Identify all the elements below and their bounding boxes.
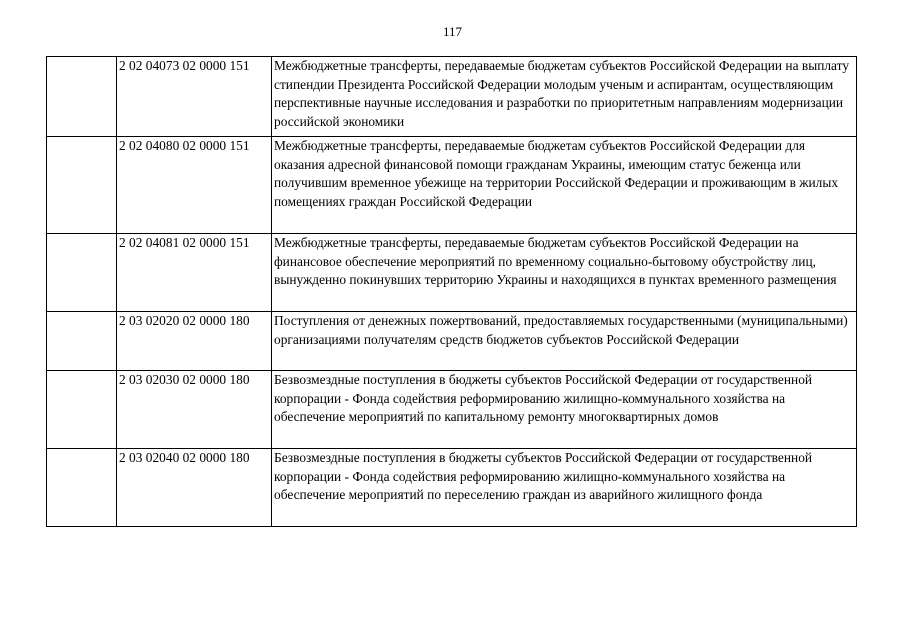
description-cell: Межбюджетные трансферты, передаваемые бюджетам субъектов Российской Федерации на финансовое обеспечение мероприятий по временному социально-бытовому обустройству лиц, вынужденно покинувших территорию Украины и находящихся в пунктах временного размещения [272, 234, 857, 312]
description-cell: Безвозмездные поступления в бюджеты субъектов Российской Федерации от государственной корпорации - Фонда содействия реформированию жилищно-коммунального хозяйства на обеспечение мероприятий по капитальному ремонту многоквартирных домов [272, 371, 857, 449]
table-row [47, 449, 857, 527]
page-number: 117 [442, 24, 463, 39]
empty-cell [47, 57, 117, 137]
table-row [47, 234, 857, 312]
budget-classification-table [46, 56, 857, 527]
empty-cell [47, 137, 117, 234]
budget-code-cell: 2 03 02030 02 0000 180 [117, 371, 272, 449]
budget-code-cell: 2 02 04080 02 0000 151 [117, 137, 272, 234]
budget-code-cell: 2 03 02040 02 0000 180 [117, 449, 272, 527]
description-cell: Межбюджетные трансферты, передаваемые бюджетам субъектов Российской Федерации для оказания адресной финансовой помощи гражданам Украины, имеющим статус беженца или получившим временное убежище на территории Российской Федерации и проживающим в жилых помещениях граждан Российской Федерации [272, 137, 857, 234]
empty-cell [47, 234, 117, 312]
table-row [47, 57, 857, 137]
empty-cell [47, 371, 117, 449]
table-row [47, 137, 857, 234]
table-row [47, 371, 857, 449]
empty-cell [47, 312, 117, 371]
budget-code-cell: 2 03 02020 02 0000 180 [117, 312, 272, 371]
budget-code-cell: 2 02 04081 02 0000 151 [117, 234, 272, 312]
description-cell: Поступления от денежных пожертвований, предоставляемых государственными (муниципальными) организациями получателям средств бюджетов субъектов Российской Федерации [272, 312, 857, 371]
empty-cell [47, 449, 117, 527]
table-row [47, 312, 857, 371]
budget-code-cell: 2 02 04073 02 0000 151 [117, 57, 272, 137]
description-cell: Межбюджетные трансферты, передаваемые бюджетам субъектов Российской Федерации на выплату стипендии Президента Российской Федерации молодым ученым и аспирантам, осуществляющим перспективные научные исследования и разработки по приоритетным направлениям модернизации российской экономики [272, 57, 857, 137]
description-cell: Безвозмездные поступления в бюджеты субъектов Российской Федерации от государственной корпорации - Фонда содействия реформированию жилищно-коммунального хозяйства на обеспечение мероприятий по переселению граждан из аварийного жилищного фонда [272, 449, 857, 527]
